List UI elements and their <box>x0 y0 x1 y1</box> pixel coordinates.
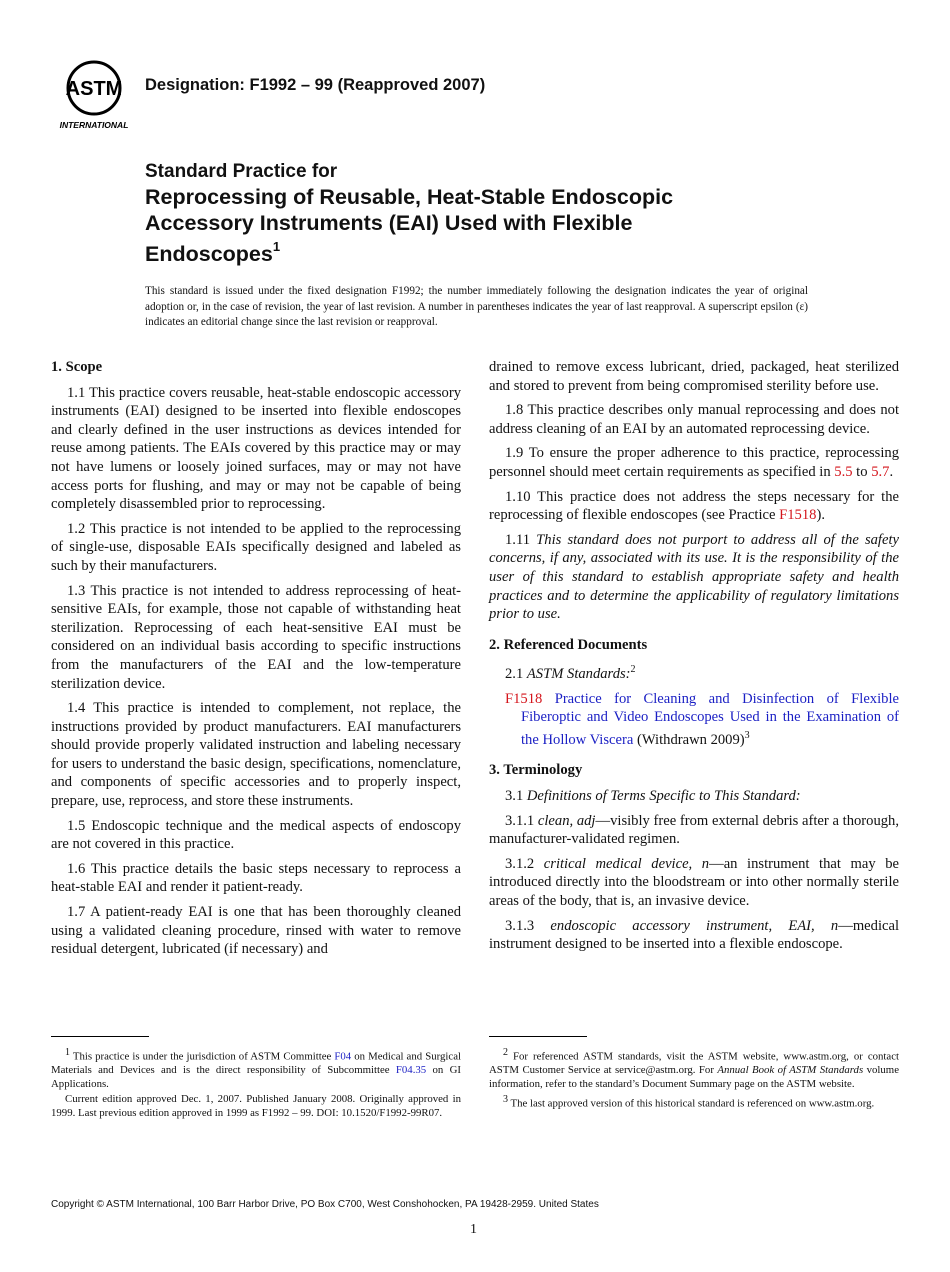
logo-text: ASTM <box>65 78 123 100</box>
text: This practice is under the jurisdiction of ASTM Committee <box>70 1050 335 1063</box>
paragraph-1-6: 1.6 This practice details the basic steps necessary to reprocess a heat-stable EAI and render it patient-ready. <box>51 860 461 896</box>
title-line-1: Standard Practice for <box>145 161 338 182</box>
text: . <box>889 463 894 480</box>
paragraph-1-7: 1.7 A patient-ready EAI is one that has been thoroughly cleaned using a validated cleaning procedure, rinsed with water to remove residual detergent, lubricated (if necessary) and <box>51 904 461 958</box>
text: For referenced ASTM standards, visit the ASTM website, www.astm.org, or contact ASTM Customer Service at service@astm.org. For <box>489 1050 899 1077</box>
text: 3.1 <box>505 788 527 804</box>
paragraph-1-5: 1.5 Endoscopic technique and the medical aspects of endoscopy are not covered in this practice. <box>51 817 461 853</box>
astm-logo <box>53 58 135 132</box>
reference-entry-f1518 <box>489 690 899 750</box>
text: 1 <box>65 1047 70 1058</box>
astm-logo-icon <box>53 58 135 132</box>
designation: Designation: F1992 – 99 (Reapproved 2007) <box>145 76 486 94</box>
text: on GI Applications. <box>51 1064 461 1091</box>
term: clean, adj <box>537 812 596 829</box>
text: ). <box>816 507 825 524</box>
footnotes-left <box>51 1046 461 1122</box>
title-line-2: Reprocessing of Reusable, Heat-Stable Endoscopic <box>145 185 674 209</box>
committee-link-f04[interactable]: F04 <box>334 1050 352 1063</box>
term: endoscopic accessory instrument, EAI, n <box>550 917 839 934</box>
text: 1.10 This practice does not address the steps necessary for the reprocessing of flexible endoscopes (see Practice <box>489 488 899 524</box>
paragraph-1-2: 1.2 This practice is not intended to be applied to the reprocessing of single-use, disposable EAIs specifically designed and labeled as such by their manufacturers. <box>51 520 461 574</box>
section-link-5-5[interactable]: 5.5 <box>834 463 853 480</box>
definition-3-1-1 <box>489 812 899 849</box>
text: volume information, refer to the standard’s Document Summary page on the ASTM website. <box>489 1064 899 1091</box>
subcommittee-link-f04-35[interactable]: F04.35 <box>395 1064 427 1077</box>
title-footnote-mark: 1 <box>272 239 281 254</box>
footnote-rule-left <box>51 1036 149 1037</box>
text: Annual Book of ASTM Standards <box>717 1064 864 1077</box>
footnote-mark-2[interactable]: 2 <box>630 664 636 676</box>
right-column <box>489 358 899 960</box>
text: ASTM Standards: <box>526 666 631 683</box>
page-number: 1 <box>470 1222 477 1237</box>
paragraph-1-3: 1.3 This practice is not intended to address reprocessing of heat-sensitive EAIs, for example, those not capable of withstanding heat sterilization. Reprocessing of each heat-sensitive EAI must be considered on an individual basis according to specific instructions from the manufacturers of the EAI and the low-temperature sterilization device. <box>51 582 461 692</box>
paragraph-1-1: 1.1 This practice covers reusable, heat-stable endoscopic accessory instruments (EAI) designed to be inserted into flexible endoscopes and clearly defined in the user instructions as devices intended for reuse among patients. The EAIs covered by this practice may or may not have lumens or loosely joined surfaces, may or may not have access ports for flushing, and may or may not be capable of being completely disassembled prior to reprocessing. <box>51 384 461 513</box>
section-heading-scope: 1. Scope <box>51 359 103 375</box>
text: Definitions of Terms Specific to This Standard: <box>526 788 801 804</box>
definition: —an instrument that may be introduced directly into the bloodstream or into other normally sterile areas of the body, that is, an invasive device. <box>489 855 900 909</box>
text: on Medical and Surgical Materials and Devices and is the direct responsibility of Subcommittee <box>51 1050 462 1077</box>
paragraph-1-8: 1.8 This practice describes only manual reprocessing and does not address cleaning of an EAI by an automated reprocessing device. <box>489 402 899 437</box>
paragraph-1-4: 1.4 This practice is intended to complement, not replace, the instructions provided by product manufacturers. EAI manufacturers should provide properly validated instruction and labeling necessary for users to understand the basic design, specifications, nomenclature, and components of specific accessories and to properly inspect, prepare, use, reprocess, and store these instruments. <box>51 700 461 810</box>
term: critical medical device, n <box>543 855 710 872</box>
footnote-mark-3[interactable]: 3 <box>744 729 750 741</box>
paragraph-1-7-continued: drained to remove excess lubricant, dried, packaged, heat sterilized and stored to prevent from being compromised sterility before use. <box>489 359 899 394</box>
text: 1.9 To ensure the proper adherence to this practice, reprocessing personnel should meet certain requirements as specified in <box>489 445 899 480</box>
text: 3.1.2 <box>505 855 544 872</box>
section-heading-referenced-documents: 2. Referenced Documents <box>489 636 648 653</box>
footnote-2 <box>489 1046 899 1092</box>
document-title <box>145 160 845 267</box>
left-column <box>51 358 461 965</box>
paragraph-1-9 <box>489 444 899 481</box>
paragraph-3-1 <box>489 787 899 806</box>
paragraph-1-10 <box>489 488 899 525</box>
text: 2 <box>503 1047 508 1058</box>
reference-title-link[interactable]: Practice for Cleaning and Disinfection of Flexible Fiberoptic and Video Endoscopes Used in the Examination of the Hollow Viscera <box>521 690 899 748</box>
text: 3.1.3 <box>505 917 551 934</box>
footnote-1 <box>51 1046 461 1092</box>
text: 3 <box>503 1093 508 1105</box>
standard-link-f1518[interactable]: F1518 <box>779 507 817 524</box>
footnote-rule-right <box>489 1036 587 1037</box>
safety-statement: This standard does not purport to address all of the safety concerns, if any, associated with its use. It is the responsibility of the user of this standard to establish appropriate safety and health practices and to determine the applicability of regulatory limitations prior to use. <box>489 531 899 623</box>
text: The last approved version of this historical standard is referenced on www.astm.org. <box>508 1097 875 1110</box>
text: 3.1.1 <box>505 812 538 829</box>
logo-subtext: INTERNATIONAL <box>59 120 129 130</box>
section-heading-terminology: 3. Terminology <box>489 762 583 779</box>
issuance-notice: This standard is issued under the fixed designation F1992; the number immediately following the designation indicates the year of original adoption or, in the case of revision, the year of last revision. A number in parentheses indicates the year of last reapproval. A superscript epsilon (ε) indicates an editorial change since the last revision or reapproval. <box>145 285 808 328</box>
text: 2.1 <box>505 666 527 683</box>
text: to <box>852 463 872 480</box>
definition-3-1-2 <box>489 855 899 911</box>
paragraph-1-11 <box>489 531 899 624</box>
paragraph-2-1 <box>489 661 899 683</box>
copyright-notice: Copyright © ASTM International, 100 Barr Harbor Drive, PO Box C700, West Conshohocken, PA 19428-2959. United States <box>51 1199 599 1210</box>
footnote-1-edition: Current edition approved Dec. 1, 2007. Published January 2008. Originally approved in 1999. Last previous edition approved in 1999 as F1992 – 99. DOI: 10.1520/F1992-99R07. <box>51 1092 461 1119</box>
title-line-4: Endoscopes <box>145 242 273 267</box>
reference-status: (Withdrawn 2009) <box>633 731 745 748</box>
definition: —medical instrument designed to be inserted into a flexible endoscope. <box>489 917 900 953</box>
section-link-5-7[interactable]: 5.7 <box>871 463 890 480</box>
reference-code-link[interactable]: F1518 <box>505 690 543 707</box>
definition: —visibly free from external debris after a thorough, manufacturer-validated regimen. <box>489 812 899 848</box>
title-line-3: Accessory Instruments (EAI) Used with Flexible <box>145 211 633 235</box>
footnote-3 <box>489 1093 899 1111</box>
definition-3-1-3 <box>489 917 899 954</box>
text: 1.11 <box>505 531 537 548</box>
footnotes-right <box>489 1046 899 1112</box>
